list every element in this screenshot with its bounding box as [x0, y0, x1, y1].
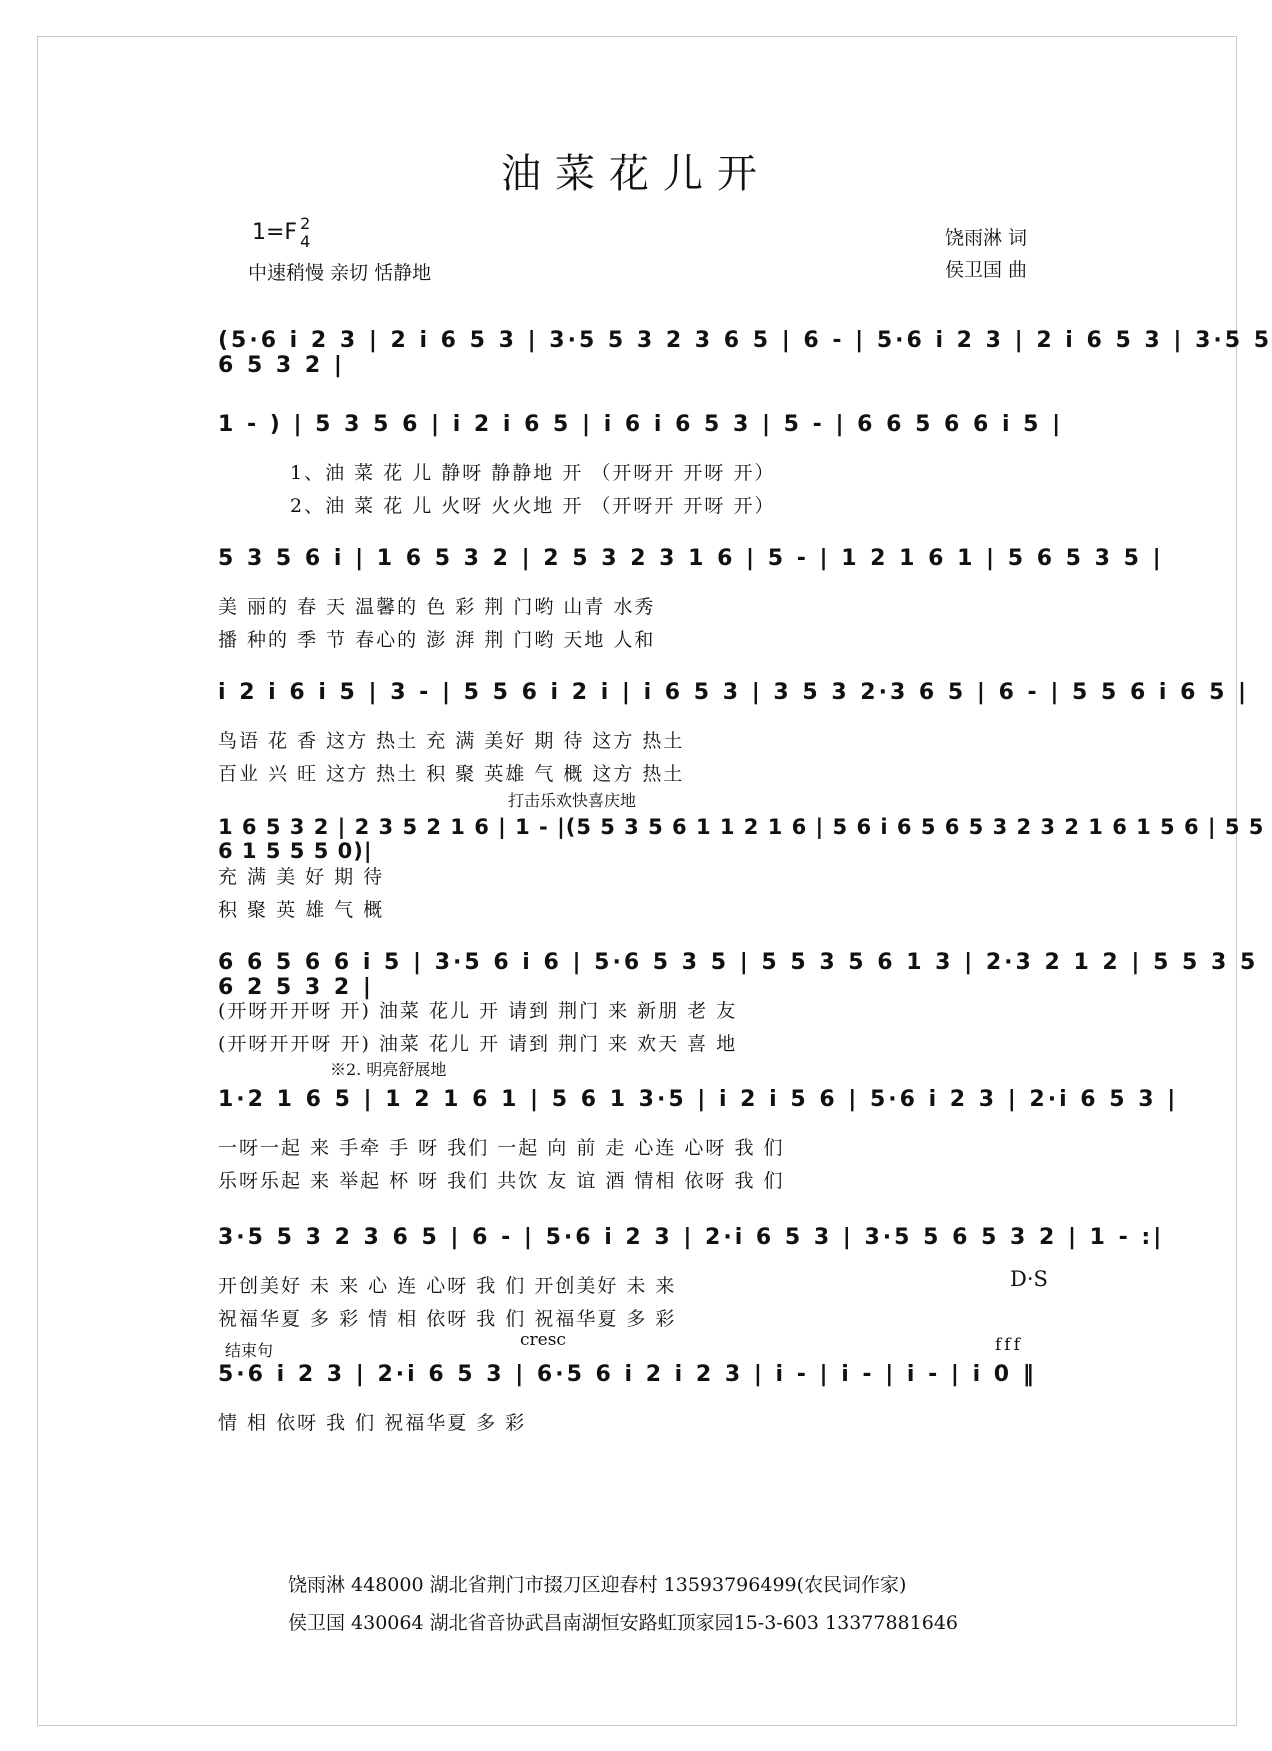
- lyric-line-4-verse-2: 百业 兴 旺 这方 热土 积 聚 英雄 气 概 这方 热土: [218, 763, 685, 785]
- dal-segno-marking: D·S: [1010, 1267, 1048, 1291]
- footer-contact-composer: 侯卫国 430064 湖北省音协武昌南湖恒安路虹顶家园15-3-603 13377881646: [288, 1612, 958, 1634]
- lyric-line-3-verse-1: 美 丽的 春 天 温馨的 色 彩 荆 门哟 山青 水秀: [218, 596, 656, 618]
- lyric-line-7-verse-1: 一呀一起 来 手牵 手 呀 我们 一起 向 前 走 心连 心呀 我 们: [218, 1137, 785, 1159]
- lyric-line-9: 情 相 依呀 我 们 祝福华夏 多 彩: [218, 1412, 527, 1434]
- song-title: 油菜花儿开: [501, 151, 771, 197]
- notation-line-1: (5·6 i 2 3 | 2 i 6 5 3 | 3·5 5 3 2 3 6 5 | 6 - | 5·6 i 2 3 | 2 i 6 5 3 | 3·5 5 6 5 3 2 |: [218, 328, 1272, 378]
- notation-line-3: 5 3 5 6 i | 1 6 5 3 2 | 2 5 3 2 3 1 6 | 5 - | 1 2 1 6 1 | 5 6 5 3 5 |: [218, 546, 1164, 571]
- cresc-marking: cresc: [520, 1330, 566, 1350]
- notation-line-8: 3·5 5 3 2 3 6 5 | 6 - | 5·6 i 2 3 | 2·i 6 5 3 | 3·5 5 6 5 3 2 | 1 - :|: [218, 1225, 1165, 1250]
- lyric-line-5-verse-2: 积 聚 英 雄 气 概: [218, 899, 385, 921]
- tempo-marking: 中速稍慢 亲切 恬静地: [248, 262, 432, 284]
- lyric-line-5-verse-1: 充 满 美 好 期 待: [218, 866, 385, 888]
- time-top: 2: [300, 214, 311, 233]
- segno-marking: ※2. 明亮舒展地: [330, 1060, 447, 1079]
- notation-line-6: 6 6 5 6 6 i 5 | 3·5 6 i 6 | 5·6 5 3 5 | 5 5 3 5 6 1 3 | 2·3 2 1 2 | 5 5 3 5 6 2 5 3 2 |: [218, 950, 1259, 1000]
- composer-credit: 侯卫国 曲: [945, 259, 1028, 281]
- percussion-marking: 打击乐欢快喜庆地: [508, 791, 637, 810]
- lyric-line-7-verse-2: 乐呀乐起 来 举起 杯 呀 我们 共饮 友 谊 酒 情相 依呀 我 们: [218, 1170, 785, 1192]
- footer-contact-lyricist: 饶雨淋 448000 湖北省荆门市掇刀区迎春村 13593796499(农民词作家): [288, 1574, 907, 1596]
- time-bottom: 4: [300, 232, 311, 251]
- lyric-line-8-verse-1: 开创美好 未 来 心 连 心呀 我 们 开创美好 未 来: [218, 1275, 677, 1297]
- fff-marking: fff: [995, 1335, 1023, 1355]
- notation-line-9: 5·6 i 2 3 | 2·i 6 5 3 | 6·5 6 i 2 i 2 3 | i - | i - | i - | i 0 ‖: [218, 1362, 1037, 1387]
- key-label: 1=F: [252, 220, 298, 245]
- key-signature: [252, 215, 310, 251]
- lyricist-credit: 饶雨淋 词: [945, 227, 1028, 249]
- lyric-line-2-verse-1: 1、油 菜 花 儿 静呀 静静地 开 （开呀开 开呀 开）: [290, 462, 776, 484]
- time-signature: [300, 215, 310, 251]
- lyric-line-2-verse-2: 2、油 菜 花 儿 火呀 火火地 开 （开呀开 开呀 开）: [290, 495, 776, 517]
- lyric-line-4-verse-1: 鸟语 花 香 这方 热土 充 满 美好 期 待 这方 热土: [218, 730, 685, 752]
- sheet-page: [37, 36, 1237, 1726]
- lyric-line-6-verse-1: (开呀开开呀 开) 油菜 花儿 开 请到 荆门 来 新朋 老 友: [218, 1000, 738, 1022]
- notation-line-4: i 2 i 6 i 5 | 3 - | 5 5 6 i 2 i | i 6 5 3 | 3 5 3 2·3 6 5 | 6 - | 5 5 6 i 6 5 |: [218, 680, 1250, 705]
- lyric-line-6-verse-2: (开呀开开呀 开) 油菜 花儿 开 请到 荆门 来 欢天 喜 地: [218, 1033, 738, 1055]
- notation-line-2: 1 - ) | 5 3 5 6 | i 2 i 6 5 | i 6 i 6 5 3 | 5 - | 6 6 5 6 6 i 5 |: [218, 412, 1064, 437]
- notation-line-7: 1·2 1 6 5 | 1 2 1 6 1 | 5 6 1 3·5 | i 2 i 5 6 | 5·6 i 2 3 | 2·i 6 5 3 |: [218, 1087, 1179, 1112]
- notation-line-5: 1 6 5 3 2 | 2 3 5 2 1 6 | 1 - |(5 5 3 5 6 1 1 2 1 6 | 5 6 i 6 5 6 5 3 2 3 2 1 6 1 5 6 | 5 5 6 1 5 5 5 0)|: [218, 815, 1265, 863]
- lyric-line-3-verse-2: 播 种的 季 节 春心的 澎 湃 荆 门哟 天地 人和: [218, 629, 656, 651]
- ending-label: 结束句: [225, 1341, 274, 1360]
- lyric-line-8-verse-2: 祝福华夏 多 彩 情 相 依呀 我 们 祝福华夏 多 彩: [218, 1308, 677, 1330]
